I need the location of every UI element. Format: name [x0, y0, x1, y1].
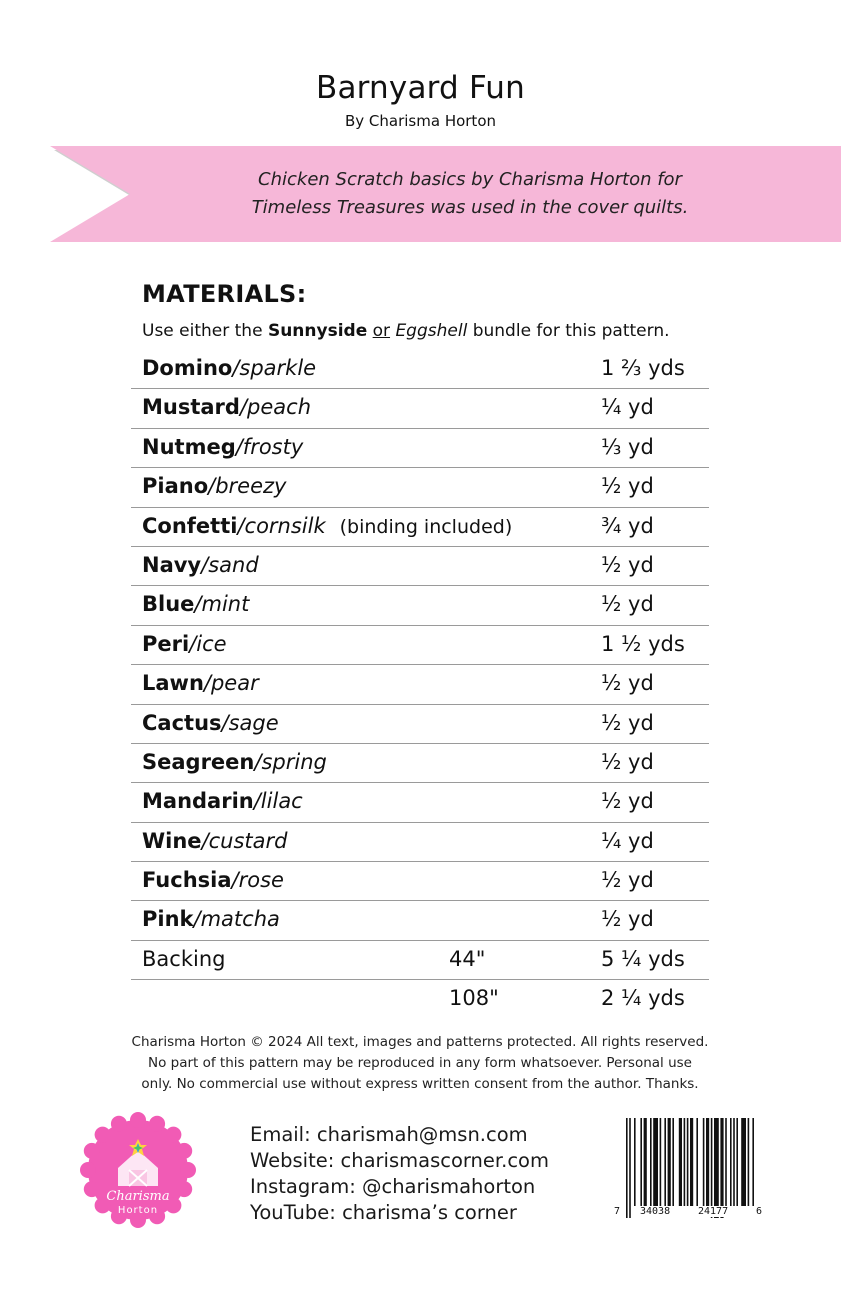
material-row	[131, 901, 709, 940]
fabric-amount: ½ yd	[601, 474, 654, 499]
barcode-bar	[703, 1118, 705, 1206]
material-row	[131, 468, 709, 507]
fabric-amount: ½ yd	[601, 552, 654, 577]
barcode-bar	[730, 1118, 732, 1206]
fabric-amount: ¾ yd	[601, 513, 654, 538]
fabric-name	[142, 553, 259, 577]
fabric-colorway-eggshell: /matcha	[193, 907, 280, 932]
fabric-colorway-sunnyside: Nutmeg	[142, 434, 236, 459]
fabric-colorway-eggshell: /peach	[239, 395, 312, 420]
barcode-bar	[736, 1118, 738, 1206]
fabric-colorway-sunnyside: Seagreen	[142, 749, 255, 774]
fabric-amount: 1 ½ yds	[601, 631, 685, 656]
fabric-colorway-eggshell: /ice	[189, 631, 227, 656]
contact-website: Website: charismascorner.com	[250, 1149, 549, 1172]
barcode-digits-right: 24177	[698, 1206, 729, 1217]
materials-table	[131, 350, 709, 1019]
materials-heading: MATERIALS:	[142, 280, 307, 308]
fabric-name	[142, 829, 288, 853]
fabric-name	[142, 514, 512, 538]
barcode-bar	[741, 1118, 746, 1206]
fabric-colorway-sunnyside: Mustard	[142, 395, 240, 420]
contact-email: Email: charismah@msn.com	[250, 1123, 528, 1146]
fabric-name	[142, 671, 259, 695]
fabric-name	[142, 750, 327, 774]
barcode-bar	[629, 1118, 631, 1218]
fabric-colorway-sunnyside: Cactus	[142, 710, 222, 735]
fabric-amount: ½ yd	[601, 710, 654, 735]
fabric-name	[142, 356, 316, 380]
fabric-colorway-eggshell: /mint	[194, 592, 250, 617]
barcode-bar	[748, 1118, 750, 1206]
banner-line-2: Timeless Treasures was used in the cover quilts.	[251, 197, 689, 218]
backing-amount: 5 ¼ yds	[601, 946, 685, 971]
fabric-colorway-sunnyside: Piano	[142, 474, 209, 499]
material-row	[131, 547, 709, 586]
fabric-colorway-eggshell: /breezy	[208, 474, 287, 499]
pattern-byline: By Charisma Horton	[344, 112, 497, 130]
fabric-colorway-eggshell: /sand	[201, 552, 259, 577]
material-row	[131, 783, 709, 822]
copyright-notice	[100, 1032, 740, 1095]
material-row	[131, 626, 709, 665]
fabric-colorway-eggshell: /cornsilk	[237, 513, 326, 538]
fabric-colorway-eggshell: /sparkle	[232, 356, 317, 380]
materials-intro	[142, 321, 670, 341]
barcode-bar	[679, 1118, 682, 1206]
backing-label: Backing	[142, 946, 226, 971]
fabric-note: (binding included)	[339, 515, 513, 538]
backing-amount: 2 ¼ yds	[601, 986, 685, 1011]
barcode-bar	[752, 1118, 754, 1206]
fabric-name	[142, 789, 303, 813]
pattern-title: Barnyard Fun	[315, 70, 526, 106]
barcode-bar	[644, 1118, 647, 1206]
intro-suffix: bundle for this pattern.	[467, 321, 670, 341]
barcode-bar	[664, 1118, 666, 1206]
fabric-colorway-eggshell: /sage	[221, 710, 279, 735]
barcode-bar	[684, 1118, 686, 1206]
material-row	[131, 508, 709, 547]
contact-instagram: Instagram: @charismahorton	[250, 1175, 536, 1198]
fabric-amount: ¼ yd	[601, 395, 654, 420]
copyright-line-3: only. No commercial use without express written consent from the author. Thanks.	[141, 1076, 699, 1092]
material-row	[131, 705, 709, 744]
fabric-colorway-sunnyside: Confetti	[142, 513, 238, 538]
fabric-colorway-eggshell: /rose	[231, 868, 284, 893]
fabric-colorway-sunnyside: Navy	[142, 552, 202, 577]
fabric-amount: ⅓ yd	[601, 434, 654, 459]
fabric-name	[142, 474, 286, 498]
fabric-amount: ½ yd	[601, 868, 654, 893]
intro-prefix: Use either the	[142, 321, 268, 341]
barcode-bar	[672, 1118, 674, 1206]
fabric-amount: ¼ yd	[601, 828, 654, 853]
barcode-bar	[696, 1118, 698, 1206]
material-row	[131, 744, 709, 783]
barcode-bar	[725, 1118, 727, 1206]
contact-youtube: YouTube: charisma’s corner	[250, 1201, 517, 1224]
fabric-colorway-eggshell: /spring	[254, 749, 327, 774]
backing-row	[131, 941, 709, 980]
fabric-amount: ½ yd	[601, 749, 654, 774]
charisma-horton-logo	[80, 1112, 196, 1228]
contact-info	[250, 1122, 549, 1226]
scalloped-badge-icon	[80, 1112, 196, 1228]
fabric-colorway-eggshell: /frosty	[235, 434, 304, 459]
banner-line-1: Chicken Scratch basics by Charisma Horton for	[258, 169, 682, 190]
material-row	[131, 429, 709, 468]
barcode-bar	[711, 1118, 713, 1218]
backing-row	[131, 980, 709, 1018]
barcode-bar	[660, 1118, 662, 1206]
barcode-bar	[706, 1118, 709, 1206]
barcode-bar	[690, 1118, 693, 1206]
logo-name-line-2: Horton	[117, 1205, 159, 1216]
fabric-colorway-eggshell: /pear	[203, 671, 259, 696]
barcode-bar	[720, 1118, 723, 1218]
barcode-bar	[653, 1118, 658, 1206]
material-row	[131, 586, 709, 625]
barcode-bar	[668, 1118, 671, 1206]
barcode-bar	[626, 1118, 628, 1218]
fabric-colorway-eggshell: /custard	[201, 828, 288, 853]
barcode-bar	[733, 1118, 735, 1206]
fabric-colorway-sunnyside: Lawn	[142, 671, 204, 696]
fabric-colorway-sunnyside: Mandarin	[142, 789, 254, 814]
fabric-banner	[50, 146, 841, 242]
fabric-colorway-sunnyside: Wine	[142, 828, 202, 853]
fabric-name	[142, 711, 279, 735]
barcode-bar	[714, 1118, 719, 1218]
barcode-digit-leading: 7	[614, 1206, 621, 1217]
material-row	[131, 350, 709, 389]
barcode-bar	[687, 1118, 689, 1206]
fabric-name	[142, 907, 280, 931]
fabric-colorway-sunnyside: Domino	[142, 356, 233, 380]
fabric-name	[142, 435, 303, 459]
barcode-digits	[614, 1206, 764, 1222]
fabric-amount: ½ yd	[601, 671, 654, 696]
fabric-name	[142, 592, 249, 616]
barcode-bar	[640, 1118, 642, 1206]
copyright-line-1: Charisma Horton © 2024 All text, images and patterns protected. All rights reserved.	[131, 1034, 709, 1050]
fabric-colorway-sunnyside: Pink	[142, 907, 194, 932]
material-row	[131, 862, 709, 901]
fabric-colorway-eggshell: /lilac	[253, 789, 303, 814]
fabric-colorway-sunnyside: Peri	[142, 631, 190, 656]
intro-or: or	[372, 321, 391, 341]
fabric-name	[142, 868, 284, 892]
copyright-line-2: No part of this pattern may be reproduced in any form whatsoever. Personal use	[148, 1055, 692, 1071]
fabric-amount: 1 ⅔ yds	[601, 356, 685, 380]
material-row	[131, 823, 709, 862]
intro-bundle-sunnyside: Sunnyside	[267, 321, 368, 341]
backing-width: 44"	[449, 946, 486, 971]
fabric-amount: ½ yd	[601, 789, 654, 814]
banner-text	[140, 166, 800, 222]
intro-bundle-eggshell: Eggshell	[395, 321, 468, 341]
barcode-bar	[634, 1118, 636, 1206]
fabric-name	[142, 395, 311, 419]
barcode-digits-left: 34038	[640, 1206, 671, 1217]
fabric-amount: ½ yd	[601, 907, 654, 932]
fabric-colorway-sunnyside: Fuchsia	[142, 868, 232, 893]
backing-width: 108"	[449, 986, 499, 1011]
barcode-bar	[650, 1118, 652, 1206]
material-row	[131, 665, 709, 704]
fabric-amount: ½ yd	[601, 592, 654, 617]
material-row	[131, 389, 709, 428]
barcode-digit-trailing: 6	[756, 1206, 763, 1217]
logo-name-line-1: Charisma	[106, 1189, 170, 1204]
fabric-colorway-sunnyside: Blue	[142, 592, 195, 617]
fabric-name	[142, 632, 227, 656]
